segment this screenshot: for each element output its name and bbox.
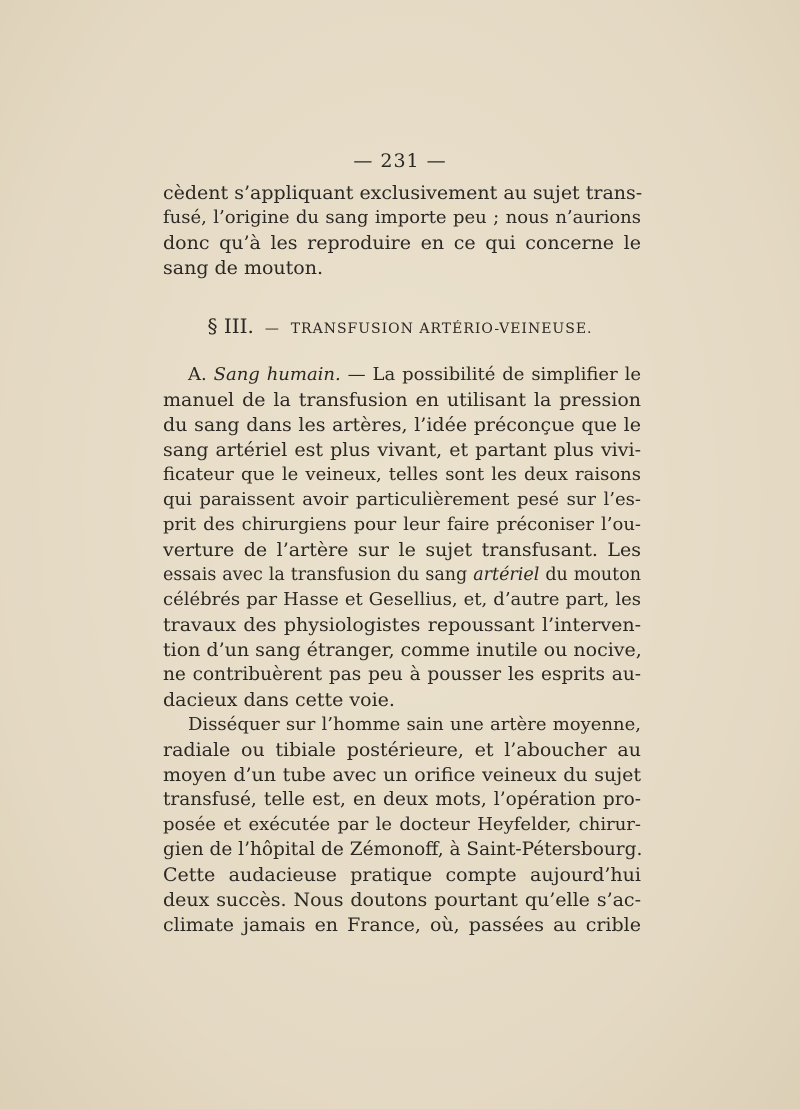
text-line: célébrés par Hasse et Gesellius, et, d’autre part, les <box>163 589 641 610</box>
text-fragment: — La possibilité de simplifier le <box>340 364 641 385</box>
text-line: transfusé, telle est, en deux mots, l’opération pro- <box>163 789 641 810</box>
text-line: moyen d’un tube avec un orifice veineux du sujet <box>163 764 641 786</box>
text-line: radiale ou tibiale postérieure, et l’aboucher au <box>163 739 641 761</box>
paragraph-label-italic: Sang humain. <box>213 364 341 385</box>
text-line: gien de l’hôpital de Zémonoff, à Saint-Pétersbourg. <box>163 839 643 860</box>
text-line: ficateur que le veineux, telles sont les deux raisons <box>163 464 641 485</box>
text-line <box>188 362 641 388</box>
text-line: sang de mouton. <box>163 257 324 279</box>
text-line: Disséquer sur l’homme sain une artère moyenne, <box>188 714 641 735</box>
text-line: ne contribuèrent pas peu à pousser les esprits au- <box>163 664 641 685</box>
text-line: verture de l’artère sur le sujet transfusant. Les <box>163 539 641 561</box>
text-line: qui paraissent avoir particulièrement pesé sur l’es- <box>163 489 641 510</box>
paragraph-label: A. <box>188 364 207 385</box>
text-line: travaux des physiologistes repoussant l’interven- <box>163 614 641 636</box>
text-line: climate jamais en France, où, passées au crible <box>163 914 641 936</box>
text-line: cèdent s’appliquant exclusivement au sujet trans- <box>163 182 643 204</box>
text-line: dacieux dans cette voie. <box>163 689 395 711</box>
text-fragment: du mouton <box>539 565 641 585</box>
text-line: Cette audacieuse pratique compte aujourd’hui <box>163 864 641 886</box>
text-fragment: essais avec la transfusion du sang <box>163 565 474 585</box>
text-line: manuel de la transfusion en utilisant la pression <box>163 389 641 411</box>
text-line: donc qu’à les reproduire en ce qui concerne le <box>163 232 641 254</box>
text-line: du sang dans les artères, l’idée préconçue que le <box>163 414 641 436</box>
text-line: deux succès. Nous doutons pourtant qu’elle s’ac- <box>163 889 641 911</box>
section-heading <box>0 313 800 342</box>
text-line: prit des chirurgiens pour leur faire préconiser l’ou- <box>163 514 641 535</box>
section-dash: — <box>264 321 280 337</box>
page-number: — 231 — <box>353 150 447 172</box>
text-line <box>163 562 641 588</box>
text-line: tion d’un sang étranger, comme inutile ou nocive, <box>163 639 642 661</box>
text-line: fusé, l’origine du sang importe peu ; nous n’aurions <box>163 207 641 228</box>
section-title: TRANSFUSION ARTÉRIO-VEINEUSE. <box>290 321 593 337</box>
italic-word: artériel <box>473 565 540 585</box>
section-number: § III. <box>207 314 254 338</box>
text-line: posée et exécutée par le docteur Heyfelder, chirur- <box>163 814 641 835</box>
text-line: sang artériel est plus vivant, et partant plus vivi- <box>163 439 641 461</box>
